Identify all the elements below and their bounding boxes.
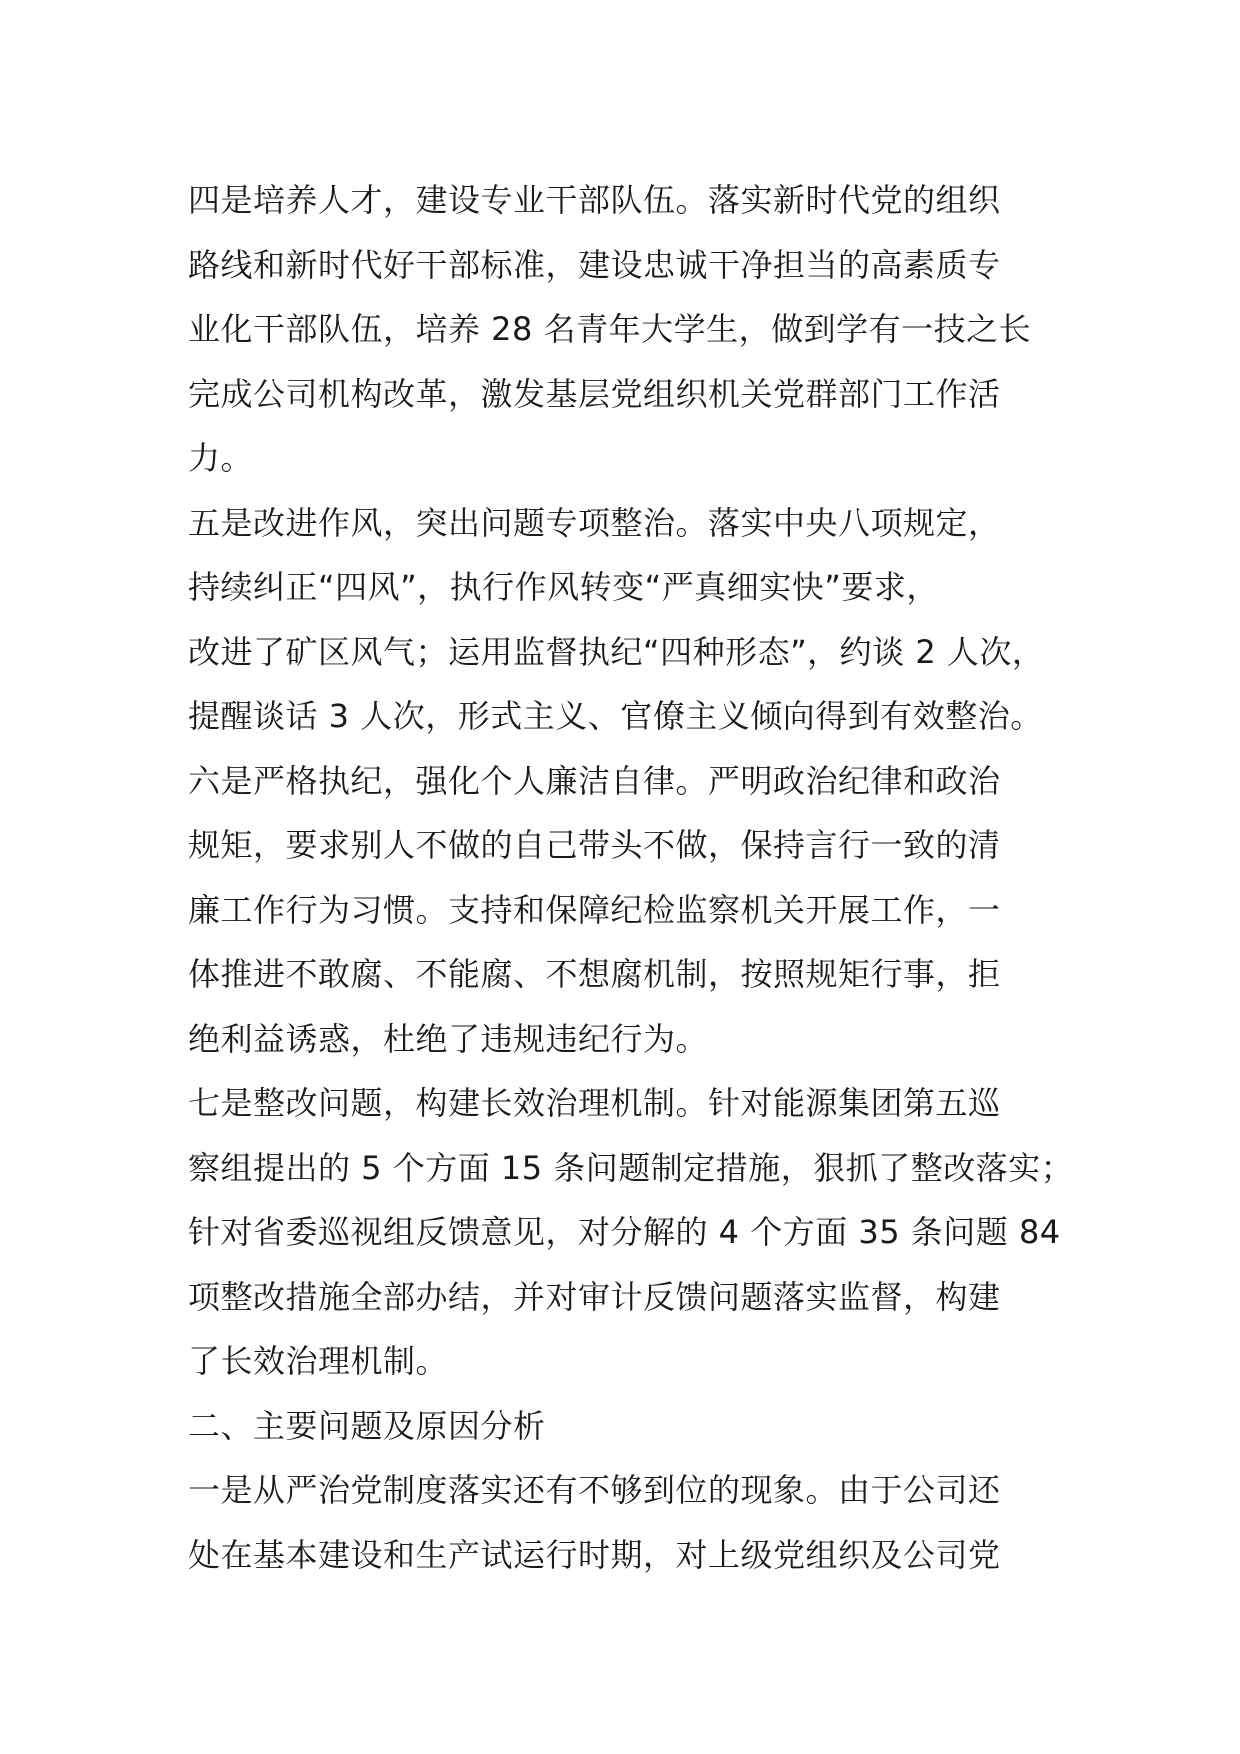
text-line: 业化干部队伍，培养 28 名青年大学生，做到学有一技之长 — [188, 310, 1032, 348]
text-line: 提醒谈话 3 人次，形式主义、官僚主义倾向得到有效整治。 — [188, 697, 1043, 735]
text-line: 路线和新时代好干部标准，建设忠诚干净担当的高素质专 — [188, 245, 1001, 284]
text-line: 廉工作行为习惯。支持和保障纪检监察机关开展工作，一 — [188, 890, 1001, 929]
text-line: 规矩，要求别人不做的自己带头不做，保持言行一致的清 — [188, 826, 1001, 864]
text-line: 体推进不敢腐、不能腐、不想腐机制，按照规矩行事，拒 — [188, 955, 1001, 993]
text-line: 持续纠正“四风”，执行作风转变“严真细实快”要求， — [188, 568, 939, 606]
section-heading: 二、主要问题及原因分析 — [188, 1406, 546, 1445]
text-line: 七是整改问题，构建长效治理机制。针对能源集团第五巡 — [188, 1084, 1001, 1122]
text-line: 了长效治理机制。 — [188, 1342, 449, 1380]
text-line: 处在基本建设和生产试运行时期，对上级党组织及公司党 — [188, 1535, 1001, 1574]
text-line: 绝利益诱惑，杜绝了违规违纪行为。 — [188, 1019, 709, 1058]
text-line: 项整改措施全部办结，并对审计反馈问题落实监督，构建 — [188, 1277, 1001, 1316]
document-body — [188, 168, 1088, 1587]
text-line: 四是培养人才，建设专业干部队伍。落实新时代党的组织 — [188, 181, 1001, 219]
text-line: 力。 — [188, 439, 254, 477]
text-line: 一是从严治党制度落实还有不够到位的现象。由于公司还 — [188, 1471, 1001, 1509]
text-line: 完成公司机构改革，激发基层党组织机关党群部门工作活 — [188, 374, 1001, 413]
text-line: 五是改进作风，突出问题专项整治。落实中央八项规定， — [188, 503, 1001, 542]
text-line: 针对省委巡视组反馈意见，对分解的 4 个方面 35 条问题 84 — [188, 1213, 1061, 1251]
text-line: 改进了矿区风气；运用监督执纪“四种形态”，约谈 2 人次， — [188, 632, 1045, 671]
text-line: 察组提出的 5 个方面 15 条问题制定措施，狠抓了整改落实； — [188, 1148, 1074, 1187]
text-line: 六是严格执纪，强化个人廉洁自律。严明政治纪律和政治 — [188, 761, 1001, 800]
